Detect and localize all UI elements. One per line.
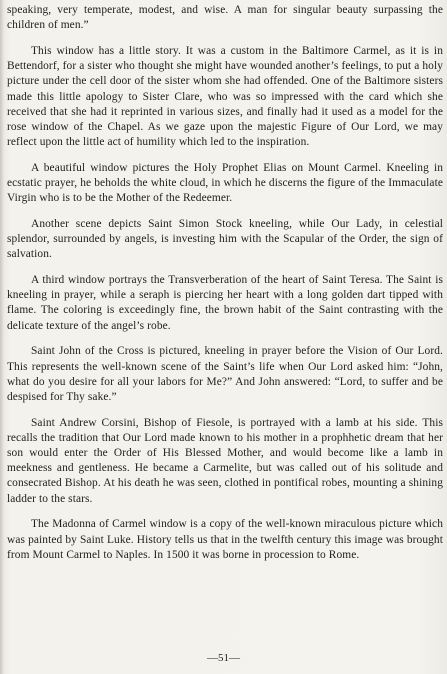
paragraph-continuation: speaking, very temperate, modest, and wise. A man for singular beauty surpassing the children of men.” [7, 4, 443, 32]
paragraph-elias: A beautiful window pictures the Holy Prophet Elias on Mount Carmel. Kneeling in ecstatic prayer, he beholds the white cloud, in which he discerns the figure of the Immaculate Virgin who is to be the Mother of the Redeemer. [7, 161, 443, 205]
paragraph-madonna-of-carmel: The Madonna of Carmel window is a copy of the well-known miraculous picture which was painted by Saint Luke. History tells us that in the twelfth century this image was brought from Mount Carmel to Naples. In 1500 it was borne in procession to Rome. [7, 518, 443, 561]
paragraph-simon-stock: Another scene depicts Saint Simon Stock kneeling, while Our Lady, in celestial splendor, surrounded by angels, is investing him with the Scapular of the Order, the sign of salvation. [7, 217, 443, 261]
paragraph-window-story: This window has a little story. It was a custom in the Baltimore Carmel, as it is in Bettendorf, for a sister who thought she might have wounded another’s feelings, to put a holy picture under the cell door of the sister whom she had offended. One of the Baltimore sisters made this little apology to Sister Clare, who was so impressed with the card which she received that she had it reprinted in various sizes, and finally had it used as a model for the rose window of the Chapel. As we gaze upon the majestic Figure of Our Lord, we may reflect upon the little act of humility which led to the inspiration. [7, 44, 443, 149]
paragraph-andrew-corsini: Saint Andrew Corsini, Bishop of Fiesole, is portrayed with a lamb at his side. This recalls the tradition that Our Lord made known to his mother in a prophhetic dream that her son would enter the Order of His Blessed Mother, and would become like a lamb in meekness and gentleness. He became a Carmelite, but was called out of his solitude and consecrated Bishop. At his death he was seen, clothed in pontifical robes, mounting a shining ladder to the stars. [7, 416, 443, 505]
paragraph-john-of-the-cross: Saint John of the Cross is pictured, kneeling in prayer before the Vision of Our Lord. This represents the well-known scene of the Saint’s life when Our Lord asked him: “John, what do you desire for all your labors for Me?” And John answered: “Lord, to suffer and be despised for Thy sake.” [7, 345, 443, 403]
body-text [7, 3, 443, 574]
page-number: —51— [207, 652, 240, 664]
paragraph-teresa: A third window portrays the Transverberation of the heart of Saint Teresa. The Saint is kneeling in prayer, while a seraph is piercing her heart with a long golden dart tipped with flame. The coloring is exceedingly fine, the brown habit of the Saint contrasting with the delicate texture of the angel’s robe. [7, 274, 443, 332]
spine-shadow [0, 0, 4, 674]
